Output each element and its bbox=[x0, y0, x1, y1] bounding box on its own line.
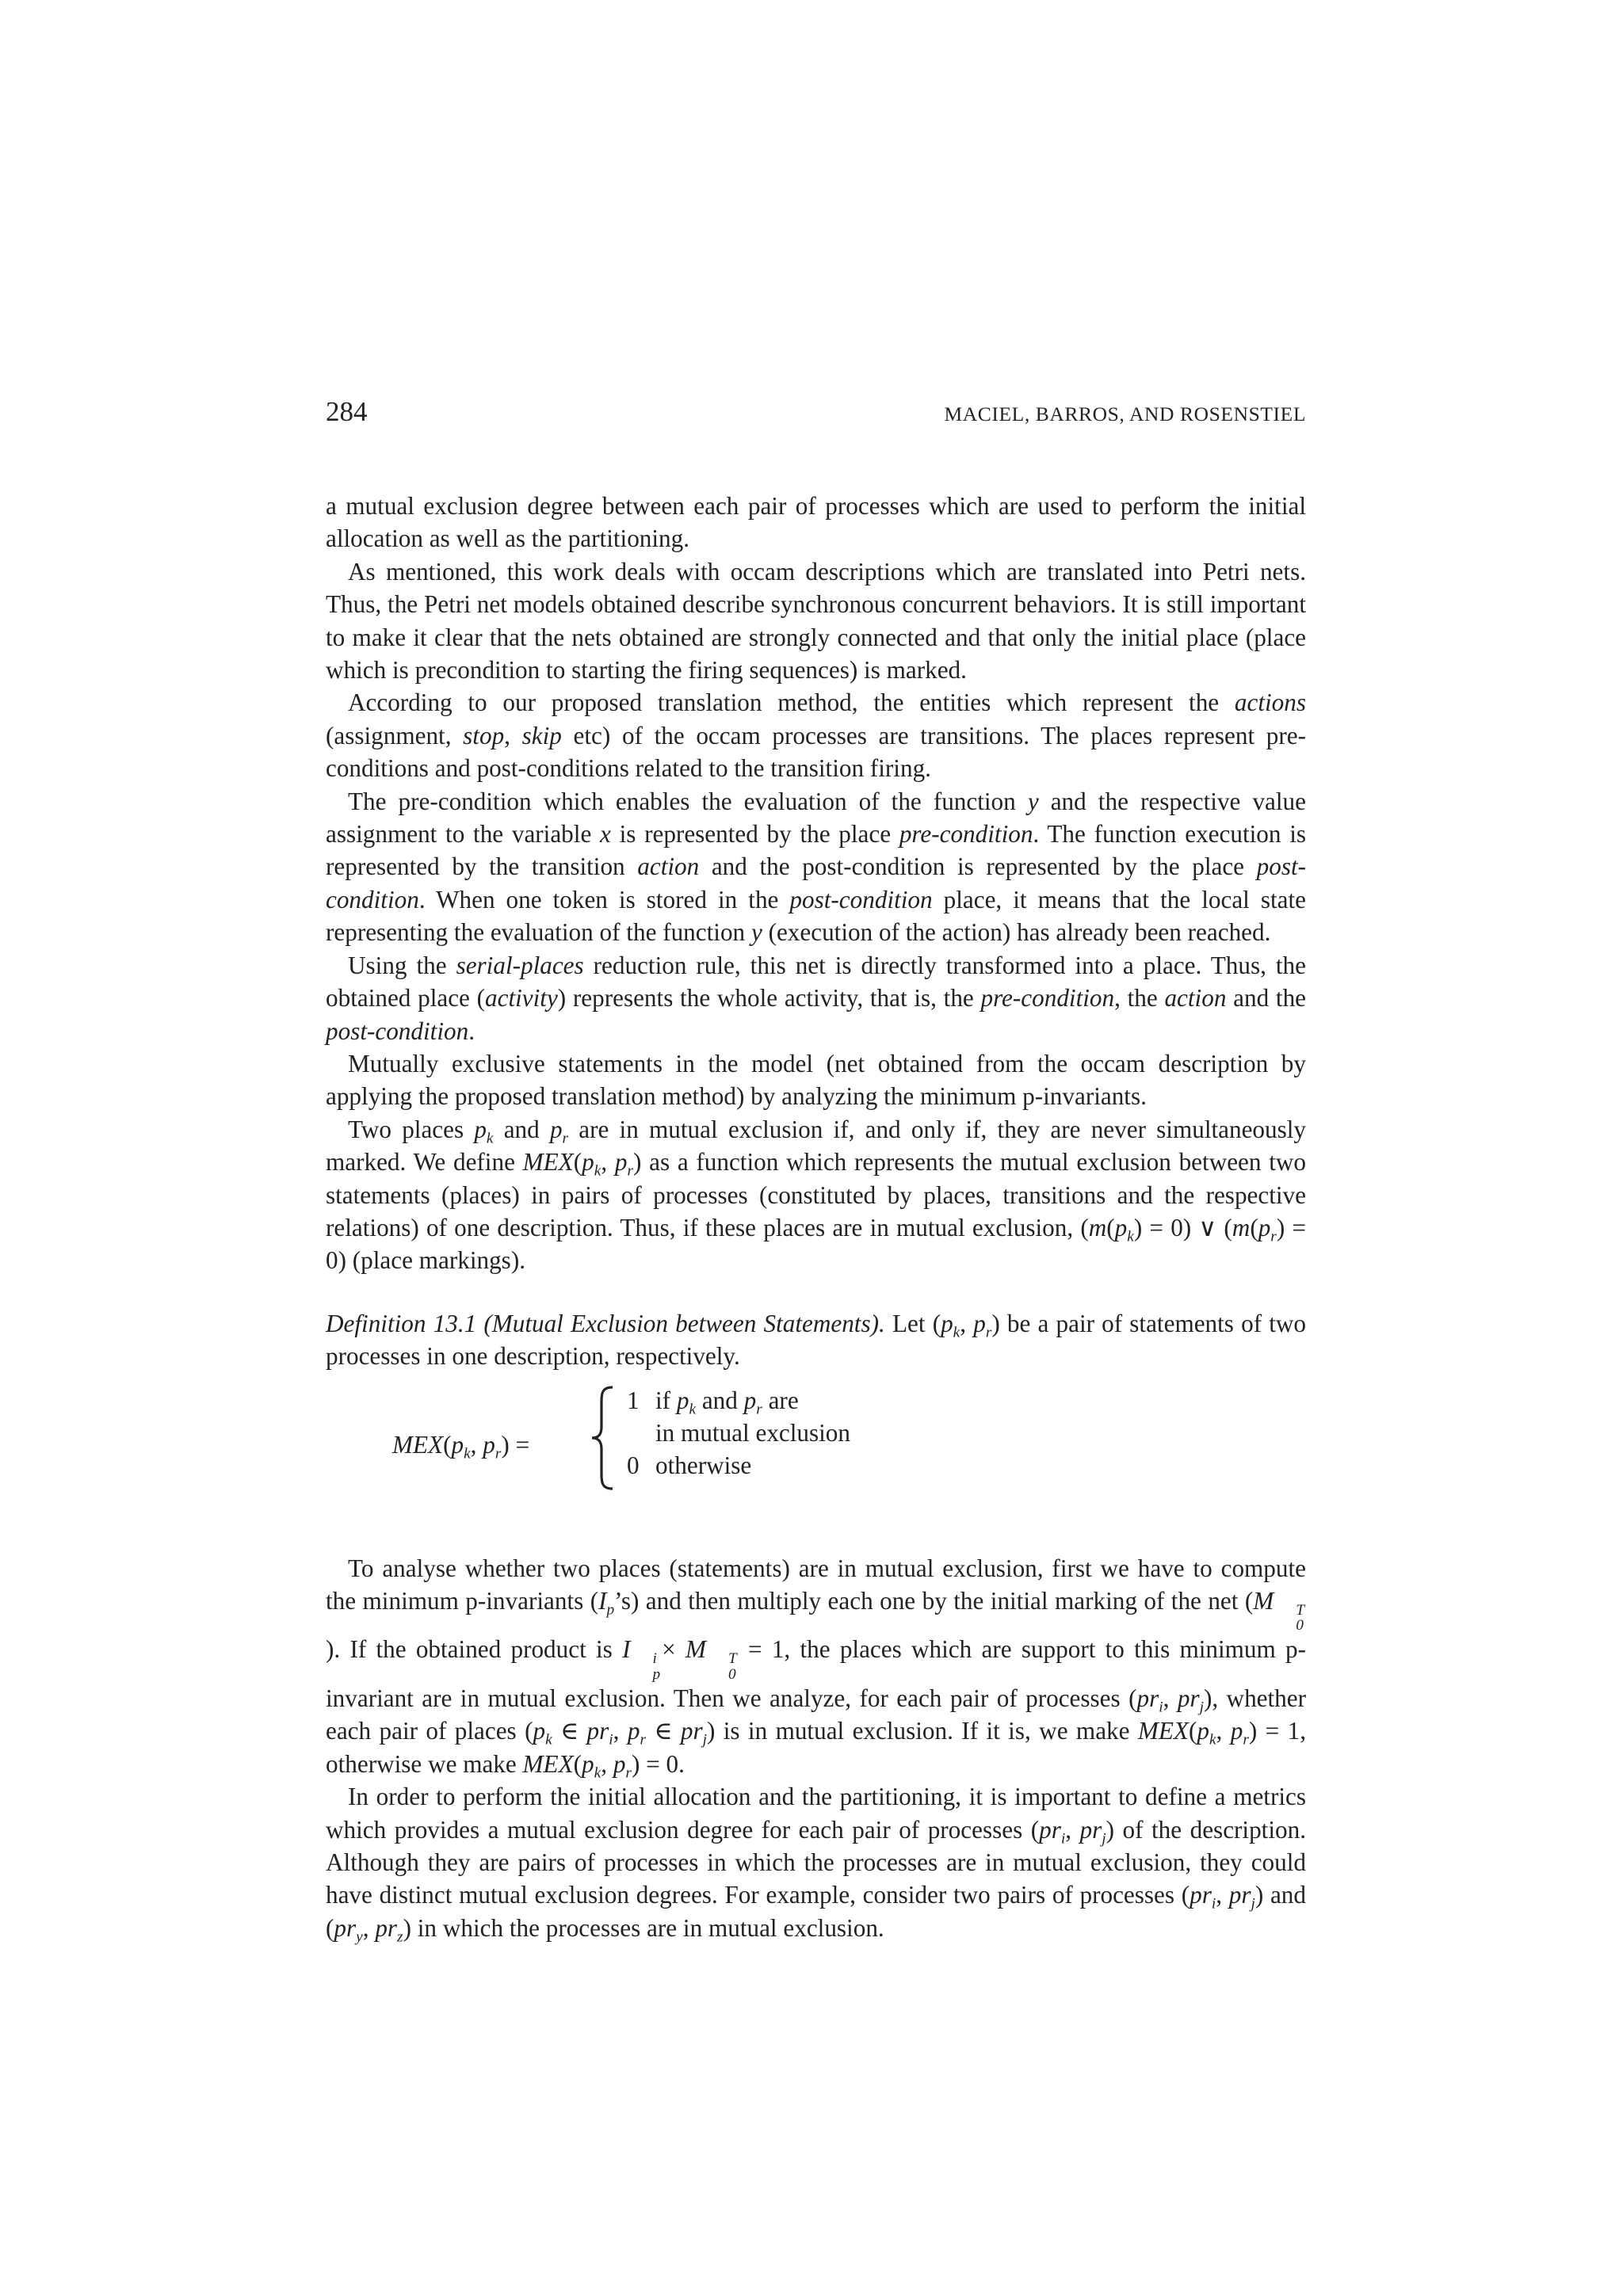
paragraph-5: Using the serial-places reduction rule, this net is directly transformed into a place. Thus, the obtained place (activity) represents the whole activity, that is, the pre-condition, the action and the post-condition. bbox=[326, 951, 1306, 1045]
paragraph-4: The pre-condition which enables the evaluation of the function y and the respective value assignment to the variable x is represented by the place pre-condition. The function execution is represented by the transition action and the post-condition is represented by the place post-condition. When one token is stored in the post-condition place, it means that the local state representing the evaluation of the function y (execution of the action) has already been reached. bbox=[326, 787, 1307, 947]
page-number: 284 bbox=[326, 396, 368, 427]
definition-13-1: Definition 13.1 (Mutual Exclusion between Statements). Let ($p_k$, $p_r$) be a pair of statements of two processes in one description, respectively. bbox=[326, 1309, 1307, 1371]
running-head: MACIEL, BARROS, AND ROSENSTIEL bbox=[944, 402, 1306, 425]
paragraph-3: According to our proposed translation method, the entities which represent the actions (assignment, stop, skip etc) of the occam processes are transitions. The places represent pre-conditions and post-conditions related to the transition firing. bbox=[326, 688, 1306, 783]
case-2: 0 otherwise bbox=[627, 1451, 752, 1479]
page-header bbox=[326, 396, 1306, 431]
case-1-line-2: in mutual exclusion bbox=[655, 1418, 850, 1447]
left-brace-icon bbox=[587, 1384, 619, 1492]
definition-label: Definition 13.1 (Mutual Exclusion between Statements). bbox=[326, 1309, 885, 1337]
equation-lhs: $MEX(p_k$, $p_r$) = bbox=[392, 1430, 530, 1462]
case-1-line-1: 1 if $p_k$ and $p_r$ are bbox=[627, 1386, 799, 1417]
paragraph-8: To analyse whether two places (statements) are in mutual exclusion, first we have to compute the minimum p-invariants $(I_p’s)$ and then multiply each one by the initial marking of the net (M T 0 ). If the obtained product is I i p × M T 0 = 1, the places which are support to this minimum p-invariant are in mutual exclusion. Then we analyze, for each pair of processes ($pr_i$, $pr_j$), whether each pair of places ($p_k$ ∈ $pr_i$, $p_r$ ∈ $pr_j$) is in mutual exclusion. If it is, we make $MEX(p_k$, $p_r) = 1$, otherwise we make $MEX(p_k$, $p_r) = 0$. bbox=[326, 1554, 1307, 1782]
paragraph-6: Mutually exclusive statements in the model (net obtained from the occam description by applying the proposed translation method) by analyzing the minimum p-invariants. bbox=[326, 1049, 1306, 1111]
paragraph-9: In order to perform the initial allocation and the partitioning, it is important to define a metrics which provides a mutual exclusion degree for each pair of processes ($pr_i$, $pr_j$) of the description. Although they are pairs of processes in which the processes are in mutual exclusion, they could have distinct mutual exclusion degrees. For example, consider two pairs of processes ($pr_i$, $pr_j$) and ($pr_y$, $pr_z$) in which the processes are in mutual exclusion. bbox=[326, 1783, 1306, 1946]
paragraph-1: a mutual exclusion degree between each pair of processes which are used to perform the initial allocation as well as the partitioning. bbox=[326, 492, 1306, 553]
paragraph-7: Two places $p_k$ and $p_r$ are in mutual exclusion if, and only if, they are never simultaneously marked. We define $MEX(p_k$, $p_r$) as a function which represents the mutual exclusion between two statements (places) in pairs of processes (constituted by places, transitions and the respective relations) of one description. Thus, if these places are in mutual exclusion, $(m(p_k) = 0)$ ∨ $(m(p_r) = 0)$ (place markings). bbox=[326, 1115, 1307, 1275]
page-body bbox=[326, 490, 1306, 1944]
paragraph-2: As mentioned, this work deals with occam descriptions which are translated into Petri nets. Thus, the Petri net models obtained describe synchronous concurrent behaviors. It is still important to make it clear that the nets obtained are strongly connected and that only the initial place (place which is precondition to starting the firing sequences) is marked. bbox=[326, 557, 1306, 685]
mex-equation bbox=[326, 1383, 1306, 1517]
